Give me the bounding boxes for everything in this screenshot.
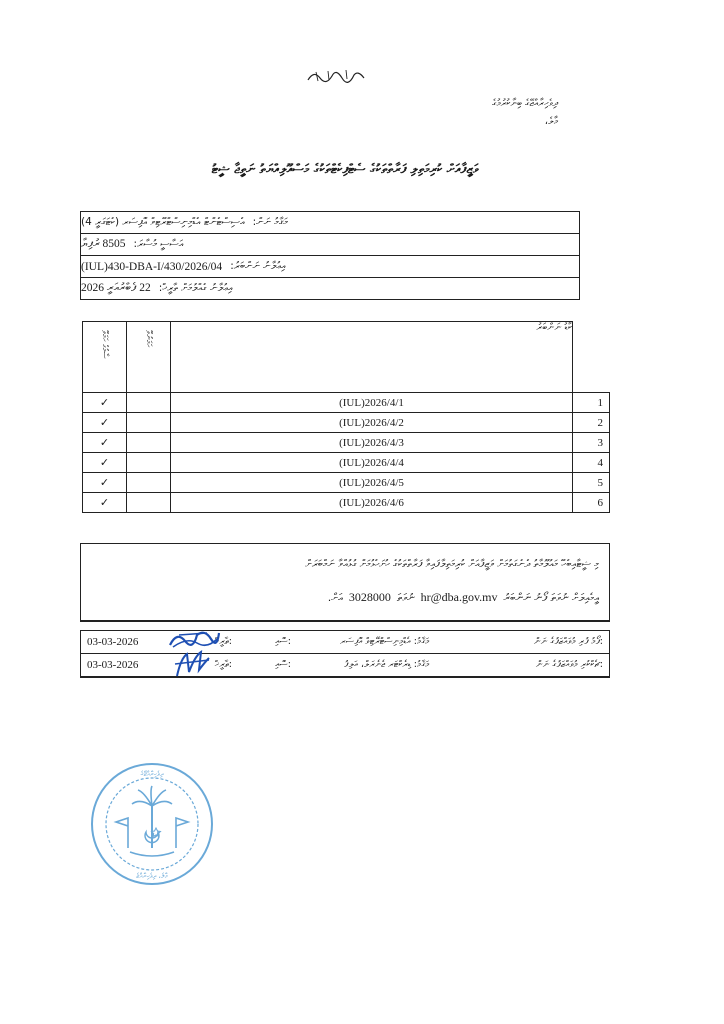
results-table (82, 321, 610, 513)
card-number-cell: (IUL)2026/4/3 (171, 433, 573, 453)
note-line-2 (328, 590, 599, 605)
note-line2-end: އަށް. (327, 590, 343, 604)
stamp-top-text: ދިވެހިރާއްޖޭގެ (140, 770, 164, 778)
signature-box (80, 630, 610, 678)
table-row (83, 393, 610, 413)
sig2-post: މަޤާމު: ޑިރެކްޓަރ ޖެނެރަލް، އަލިފު (343, 659, 429, 670)
reference-row (81, 256, 579, 278)
note-line2-label: އީމެއިލަށް ނުވަތަ ފޯނު ނަންބަރު (503, 590, 599, 604)
bismillah-calligraphy (306, 66, 366, 86)
row-index-cell: 2 (573, 413, 610, 433)
qualified-check-icon: ✓ (83, 393, 127, 413)
not-qualified-cell (127, 473, 171, 493)
sig1-date-label: ތާރީޚް: (214, 636, 232, 647)
header-col-index-blank (573, 322, 610, 393)
header-not-qualified-label: ހަމަނުވޭ (143, 330, 154, 348)
sig2-date: 03-03-2026 (87, 659, 139, 671)
qualified-check-icon: ✓ (83, 493, 127, 513)
not-qualified-cell (127, 493, 171, 513)
date-label: އިޢުލާނު ގެއްލުމަށް ތާރީޚް: (158, 282, 233, 294)
row-index-cell: 1 (573, 393, 610, 413)
contact-email: hr@dba.gov.mv (420, 590, 498, 604)
sig1-sign-label: ސޮއި: (274, 636, 291, 647)
card-number-cell: (IUL)2026/4/2 (171, 413, 573, 433)
not-qualified-cell (127, 413, 171, 433)
card-number-cell: (IUL)2026/4/4 (171, 453, 573, 473)
not-qualified-cell (127, 433, 171, 453)
salary-row (81, 234, 579, 256)
sig1-post: މަޤާމު: އެޑްމިނިސްޓްރޭޓިވް އޮފިސަރ (340, 636, 429, 647)
table-row (83, 493, 610, 513)
office-name: ދިވެހިރާއްޖޭގެ ބިނާކުރުމުގެ (492, 98, 558, 109)
post-row (81, 212, 579, 234)
stamp-bottom-text: މާލެ، ދިވެހިރާއްޖެ (136, 872, 168, 880)
contact-phone: 3028000 (348, 590, 391, 604)
table-row (83, 453, 610, 473)
sig1-date: 03-03-2026 (87, 636, 139, 648)
card-number-cell: (IUL)2026/4/5 (171, 473, 573, 493)
table-row (83, 473, 610, 493)
sig2-date-label: ތާރީޚް: (214, 659, 232, 670)
sig2-left-label: ޗެކްކުރި މުވައްޒަފުގެ ނަން: (535, 659, 603, 670)
row-index-cell: 6 (573, 493, 610, 513)
post-value: އެސިސްޓެންޓް އެޑްމިނިސްޓްރޭޓިވް އޮފިސަރ (ކެޓަގަރީ 4) (81, 216, 245, 228)
salary-value: 8505 ރުފިޔާ (81, 238, 126, 250)
note-line-1: މި ޝީޓާއިބެހޭ މައުލޫމާތު ދެނެގަތުމަށް ވަޒީފާއަށް ކުރިމަތިލާފައިވާ ފަރާތްތަކުގެ ހުށަހެޅުމަށް ގުޅުއްވާ ނަމްބަރަށް (305, 558, 599, 570)
salary-label: އަސާސީ މުސާރަ: (133, 238, 184, 250)
row-index-cell: 4 (573, 453, 610, 473)
table-header-row (83, 322, 610, 393)
date-row (81, 278, 579, 299)
row-index-cell: 5 (573, 473, 610, 493)
qualified-check-icon: ✓ (83, 453, 127, 473)
reference-label: އިޢުލާނު ނަންބަރު: (230, 260, 286, 272)
date-value: 22 ފެބްރުއަރީ 2026 (81, 282, 151, 294)
header-col-qualified (83, 322, 127, 393)
contact-note-box (80, 543, 610, 622)
table-row (83, 433, 610, 453)
not-qualified-cell (127, 393, 171, 413)
post-label: މަޤާމު ނަން: (252, 216, 288, 228)
header-col-not-qualified (127, 322, 171, 393)
header-col-card-number: ކާޑު ނަންބަރު (171, 322, 573, 393)
qualified-check-icon: ✓ (83, 413, 127, 433)
signature-row-2 (81, 654, 609, 676)
qualified-check-icon: ✓ (83, 433, 127, 453)
qualified-check-icon: ✓ (83, 473, 127, 493)
note-phone-prefix: ނުވަތަ (396, 590, 415, 604)
header-qualified-label: ސާމުގެ ހަމަވޭ (99, 330, 110, 359)
table-row (83, 413, 610, 433)
position-info-box (80, 211, 580, 300)
sig2-sign-label: ސޮއި: (274, 659, 291, 670)
official-stamp (88, 760, 216, 888)
signature-2-scribble (173, 648, 213, 683)
reference-value: (IUL)430-DBA-I/430/2026/04 (81, 260, 223, 273)
not-qualified-cell (127, 453, 171, 473)
document-title: ވަޒީފާއަށް ކުރިމަތިލި ފަރާތްތަކުގެ ސެޓްފިކެޓްތަކުގެ މަސްއޫލިއްޔަތު ނަތީޖާ ޝީޓު (211, 162, 479, 177)
signature-row-1 (81, 631, 609, 654)
card-number-cell: (IUL)2026/4/6 (171, 493, 573, 513)
sig1-left-label: ފޯމު ފުރި މުވައްޒަފުގެ ނަން: (533, 636, 603, 647)
card-number-cell: (IUL)2026/4/1 (171, 393, 573, 413)
row-index-cell: 3 (573, 433, 610, 453)
office-location: މާލެ، (544, 116, 558, 127)
